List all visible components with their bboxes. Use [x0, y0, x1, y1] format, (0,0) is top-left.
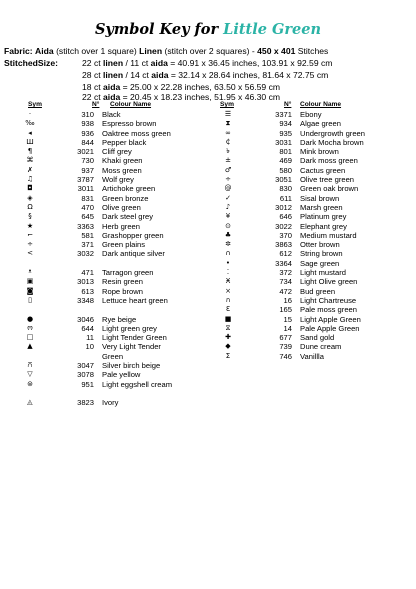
symbol-glyph: ⁚	[226, 268, 230, 277]
symbol-glyph: ก	[225, 295, 231, 304]
thread-number: 165	[279, 305, 292, 315]
colour-name: Olive green	[102, 202, 141, 212]
fabric-linen-note: (stitch over 2 squares) -	[164, 46, 255, 56]
symbol-glyph: ✗	[27, 165, 33, 174]
symbol-glyph: ♫	[26, 175, 34, 184]
symbol-glyph: ◙	[26, 286, 34, 295]
thread-number: 10	[85, 342, 94, 352]
colour-name: Elephant grey	[300, 221, 347, 231]
thread-number: 371	[81, 240, 94, 250]
size-value: = 40.91 x 36.45 inches, 103.91 x 92.59 cm	[170, 58, 333, 68]
thread-number: 831	[81, 193, 94, 203]
thread-number: 3051	[275, 175, 292, 185]
symbol-glyph: ◂	[28, 128, 32, 137]
size-fabric: linen	[103, 70, 124, 80]
symbol-glyph: ◆	[225, 342, 231, 351]
thread-number: 935	[279, 128, 292, 138]
title-prefix: Symbol Key for	[94, 21, 224, 38]
thread-number: 3012	[275, 202, 292, 212]
colour-name: Dark antique silver	[102, 249, 165, 259]
colour-name: Dark Mocha brown	[300, 137, 364, 147]
symbol-glyph: ÷	[225, 175, 231, 184]
colour-name: Algae green	[300, 119, 341, 129]
colour-name: Sisal brown	[300, 193, 340, 203]
colour-name: Ebony	[300, 110, 322, 119]
header-sym-left: Sym	[28, 101, 42, 108]
symbol-glyph: •	[225, 258, 231, 267]
size-fabric: aida	[103, 82, 121, 92]
size-extra: / 14 ct	[125, 70, 149, 80]
header-num-left: N°	[92, 101, 100, 108]
colour-name: Light mustard	[300, 268, 347, 278]
thread-number: 934	[279, 119, 292, 129]
thread-number: 844	[81, 137, 94, 147]
symbol-glyph: ‰	[25, 119, 35, 128]
symbol-glyph: ☰	[224, 110, 232, 118]
colour-name: Olive tree green	[300, 175, 355, 185]
thread-number: 581	[81, 230, 94, 240]
title-accent: Little Green	[223, 21, 322, 38]
colour-name: Pale moss green	[300, 305, 357, 315]
thread-number: 472	[279, 286, 292, 296]
symbol-glyph: ∞	[225, 128, 231, 137]
symbol-glyph: ✓	[225, 193, 231, 202]
symbol-glyph: ო	[27, 323, 33, 332]
symbol-glyph: ⧖	[225, 323, 231, 332]
stitched-size-label: StitchedSize:	[4, 58, 58, 68]
colour-name: Resin green	[102, 277, 143, 287]
colour-name: Cactus green	[300, 165, 346, 175]
thread-number: 3371	[275, 110, 292, 119]
symbol-glyph: §	[28, 212, 32, 221]
colour-name: Pepper black	[102, 137, 147, 147]
colour-name: Light Chartreuse	[300, 295, 357, 305]
thread-number: 3823	[77, 398, 94, 408]
thread-number: 644	[81, 323, 94, 333]
symbol-glyph: Ω	[27, 202, 33, 211]
header-colour-right: Colour Name	[300, 101, 342, 108]
thread-number: 310	[81, 110, 94, 119]
thread-number: 16	[283, 295, 292, 305]
size-fabric2: aida	[150, 58, 168, 68]
colour-name: Light Tender Green	[102, 333, 167, 343]
symbol-glyph: ⌐	[27, 230, 33, 239]
fabric-aida-note: (stitch over 1 square)	[56, 46, 137, 56]
thread-number: 372	[279, 268, 292, 278]
fabric-label: Fabric:	[4, 46, 33, 56]
thread-number: 3032	[77, 249, 94, 259]
thread-number: 11	[86, 333, 94, 343]
symbol-glyph: ★	[26, 221, 34, 230]
symbol-glyph: ♪	[225, 202, 231, 211]
symbol-glyph: ◬	[27, 398, 33, 407]
colour-name: String brown	[300, 249, 343, 259]
symbol-glyph: ᵜ	[28, 268, 32, 277]
symbol-glyph: ⊙	[225, 221, 231, 230]
colour-name: Green oak brown	[300, 184, 359, 194]
symbol-glyph: ♣	[224, 230, 232, 239]
symbol-glyph: ✲	[225, 240, 231, 249]
colour-name: Marsh green	[300, 202, 343, 212]
colour-name: Grashopper green	[102, 230, 164, 240]
thread-number: 730	[81, 156, 94, 166]
colour-name: Light eggshell cream	[102, 379, 173, 389]
thread-number: 3047	[77, 361, 94, 371]
symbol-glyph: ⩃	[27, 361, 33, 370]
fabric-dims: 450 x 401	[257, 46, 296, 56]
colour-name: Wolf grey	[102, 175, 134, 185]
symbol-glyph: ▣	[26, 277, 34, 286]
thread-number: 613	[81, 286, 94, 296]
colour-name: Green plains	[102, 240, 146, 250]
symbol-glyph: ◘	[27, 184, 33, 193]
symbol-glyph: ■	[224, 314, 232, 323]
colour-name: Artichoke green	[102, 184, 156, 194]
colour-name: Platinum grey	[300, 212, 347, 222]
page-title	[0, 21, 416, 38]
fabric-aida: Aida	[35, 46, 54, 56]
thread-number: 370	[279, 230, 292, 240]
thread-number: 611	[279, 193, 292, 203]
size-value: = 25.00 x 22.28 inches, 63.50 x 56.59 cm	[122, 82, 281, 92]
symbol-glyph: ⊜	[27, 379, 33, 388]
colour-name: Sand gold	[300, 333, 335, 343]
colour-name: Rope brown	[102, 286, 143, 296]
symbol-glyph: <	[27, 249, 33, 258]
colour-name: Espresso brown	[102, 119, 157, 129]
colour-name: Rye beige	[102, 314, 137, 324]
colour-name: Black	[102, 110, 121, 119]
thread-number: 3364	[275, 258, 292, 268]
thread-number: 15	[283, 314, 292, 324]
size-fabric: linen	[103, 58, 124, 68]
colour-name: Tarragon green	[102, 268, 154, 278]
size-value: = 32.14 x 28.64 inches, 81.64 x 72.75 cm	[170, 70, 329, 80]
thread-number: 734	[279, 277, 292, 287]
symbol-glyph: ·	[28, 110, 32, 118]
symbol-glyph: ৳	[226, 147, 230, 156]
thread-number: 938	[81, 119, 94, 129]
fabric-stitches: Stitches	[297, 46, 329, 56]
symbol-glyph: ▯	[28, 295, 32, 304]
symbol-glyph: ◈	[27, 193, 33, 202]
colour-name: Lettuce heart green	[102, 295, 168, 305]
thread-number: 471	[81, 268, 94, 278]
header-sym-right: Sym	[220, 101, 234, 108]
size-count: 22 ct	[82, 58, 101, 68]
stitched-size-line	[82, 58, 332, 68]
symbol-glyph: @	[224, 184, 232, 193]
thread-number: 746	[279, 351, 292, 361]
colour-name: Dune cream	[300, 342, 342, 352]
colour-name: Medium mustard	[300, 230, 357, 240]
thread-number: 677	[279, 333, 292, 343]
stitched-size-line	[82, 82, 280, 92]
colour-name: Light Olive green	[300, 277, 358, 287]
colour-name: Mink brown	[300, 147, 339, 157]
thread-number: 3031	[275, 137, 292, 147]
colour-name: Ivory	[102, 398, 119, 408]
size-fabric2: aida	[151, 70, 169, 80]
colour-name: Otter brown	[300, 240, 340, 250]
symbol-glyph: ▲	[27, 342, 33, 351]
colour-name: Bud green	[300, 286, 336, 296]
symbol-glyph: Ш	[26, 137, 34, 146]
symbol-glyph: ¥	[225, 212, 231, 221]
thread-number: 3863	[275, 240, 292, 250]
thread-number: 951	[81, 379, 94, 389]
colour-name: Cliff grey	[102, 147, 132, 157]
symbol-glyph: ⧗	[225, 119, 231, 128]
colour-name: Moss green	[102, 165, 142, 175]
size-count: 28 ct	[82, 70, 101, 80]
stitched-size-line	[82, 70, 328, 80]
thread-number: 3363	[77, 221, 94, 231]
thread-number: 936	[81, 128, 94, 138]
colour-name: Pale Apple Green	[300, 323, 360, 333]
thread-number: 3011	[77, 184, 94, 194]
thread-number: 470	[81, 202, 94, 212]
size-count: 22 ct	[82, 92, 101, 102]
symbol-glyph: ✚	[225, 333, 231, 342]
symbol-glyph: Ӿ	[225, 277, 231, 286]
thread-number: 3046	[77, 314, 94, 324]
size-fabric: aida	[103, 92, 121, 102]
thread-number: 612	[279, 249, 292, 259]
symbol-glyph: ♂	[224, 165, 232, 174]
colour-name: Undergrowth green	[300, 128, 366, 138]
colour-name: Sage green	[300, 258, 340, 268]
fabric-line	[4, 46, 328, 56]
thread-number: 580	[279, 165, 292, 175]
symbol-glyph: ∩	[225, 249, 231, 258]
thread-number: 3021	[77, 147, 94, 157]
colour-name: Khaki green	[102, 156, 143, 166]
thread-number: 937	[81, 165, 94, 175]
symbol-glyph: Ɛ	[225, 305, 231, 314]
thread-number: 801	[279, 147, 292, 157]
thread-number: 3348	[77, 295, 94, 305]
colour-name: Light Apple Green	[300, 314, 361, 324]
fabric-linen: Linen	[139, 46, 163, 56]
colour-name: Pale yellow	[102, 370, 141, 380]
symbol-glyph: ×	[225, 286, 231, 295]
colour-name: Green bronze	[102, 193, 149, 203]
colour-name: Dark moss green	[300, 156, 358, 166]
thread-number: 14	[283, 323, 292, 333]
symbol-glyph: ¶	[27, 147, 33, 156]
colour-name: Very Light Tender Green	[102, 342, 161, 361]
size-extra: / 11 ct	[125, 58, 149, 68]
symbol-glyph: □	[26, 333, 34, 342]
symbol-glyph: ▽	[27, 370, 33, 379]
symbol-glyph: ±	[225, 156, 231, 165]
symbol-glyph: ●	[26, 314, 34, 323]
thread-number: 469	[279, 156, 292, 166]
symbol-glyph: ₵	[225, 137, 231, 146]
colour-name: Light green grey	[102, 323, 157, 333]
colour-name: Dark steel grey	[102, 212, 154, 222]
thread-number: 3013	[77, 277, 94, 287]
size-count: 18 ct	[82, 82, 101, 92]
header-num-right: N°	[284, 101, 292, 108]
thread-number: 3078	[77, 370, 94, 380]
colour-name: Vanillla	[300, 351, 324, 361]
thread-number: 3022	[275, 221, 292, 231]
symbol-glyph: Σ	[225, 351, 231, 360]
header-colour-left: Colour Name	[110, 101, 152, 108]
thread-number: 739	[279, 342, 292, 352]
size-value: = 20.45 x 18.23 inches, 51.95 x 46.30 cm	[122, 92, 281, 102]
thread-number: 645	[81, 212, 94, 222]
colour-name: Oaktree moss green	[102, 128, 171, 138]
colour-name: Silver birch beige	[102, 361, 161, 371]
thread-number: 830	[279, 184, 292, 194]
thread-number: 646	[279, 212, 292, 222]
symbol-glyph: ⌘	[26, 156, 34, 165]
colour-name: Herb green	[102, 221, 140, 231]
thread-number: 3787	[77, 175, 94, 185]
symbol-glyph: ÷	[27, 240, 33, 249]
